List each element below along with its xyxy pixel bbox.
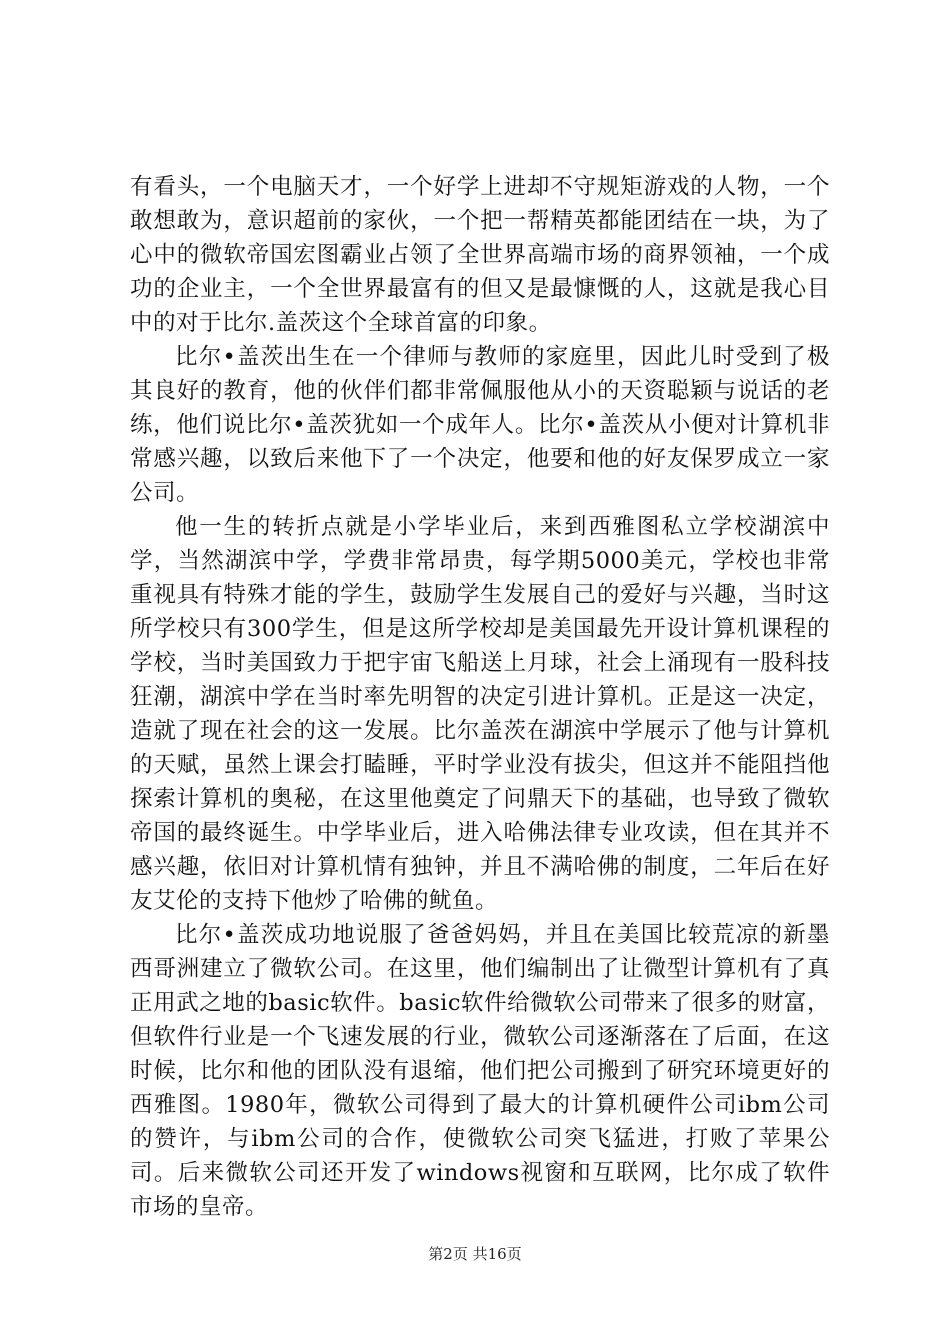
- paragraph-bill-gates-childhood: 比尔•盖茨出生在一个律师与教师的家庭里，因此儿时受到了极其良好的教育，他的伙伴们都非常佩服他从小的天资聪颖与说话的老练，他们说比尔•盖茨犹如一个成年人。比尔•盖茨从小便对计算机非常感兴趣，以致后来他下了一个决定，他要和他的好友保罗成立一家公司。: [130, 344, 830, 506]
- page-number-footer: 第2页 共16页: [428, 1245, 522, 1263]
- paragraph-continuation: 有看头，一个电脑天才，一个好学上进却不守规矩游戏的人物，一个敢想敢为，意识超前的家伙，一个把一帮精英都能团结在一块，为了心中的微软帝国宏图霸业占领了全世界高端市场的商界领袖，一个成功的企业主，一个全世界最富有的但又是最慷慨的人，这就是我心目中的对于比尔.盖茨这个全球首富的印象。: [130, 174, 830, 336]
- document-body: [130, 170, 830, 1224]
- paragraph-lakeside-school: 他一生的转折点就是小学毕业后，来到西雅图私立学校湖滨中学，当然湖滨中学，学费非常昂贵，每学期5000美元，学校也非常重视具有特殊才能的学生，鼓励学生发展自己的爱好与兴趣，当时这所学校只有300学生，但是这所学校却是美国最先开设计算机课程的学校，当时美国致力于把宇宙飞船送上月球，社会上涌现有一股科技狂潮，湖滨中学在当时率先明智的决定引进计算机。正是这一决定，造就了现在社会的这一发展。比尔盖茨在湖滨中学展示了他与计算机的天赋，虽然上课会打瞌睡，平时学业没有拔尖，但这并不能阻挡他探索计算机的奥秘，在这里他奠定了问鼎天下的基础，也导致了微软帝国的最终诞生。中学毕业后，进入哈佛法律专业攻读，但在其并不感兴趣，依旧对计算机情有独钟，并且不满哈佛的制度，二年后在好友艾伦的支持下他炒了哈佛的鱿鱼。: [130, 514, 830, 914]
- paragraph-microsoft-founding: 比尔•盖茨成功地说服了爸爸妈妈，并且在美国比较荒凉的新墨西哥洲建立了微软公司。在这里，他们编制出了让微型计算机有了真正用武之地的basic软件。basic软件给微软公司带来了很多的财富，但软件行业是一个飞速发展的行业，微软公司逐渐落在了后面，在这时候，比尔和他的团队没有退缩，他们把公司搬到了研究环境更好的西雅图。1980年，微软公司得到了最大的计算机硬件公司ibm公司的赞许，与ibm公司的合作，使微软公司突飞猛进，打败了苹果公司。后来微软公司还开发了windows视窗和互联网，比尔成了软件市场的皇帝。: [130, 922, 830, 1220]
